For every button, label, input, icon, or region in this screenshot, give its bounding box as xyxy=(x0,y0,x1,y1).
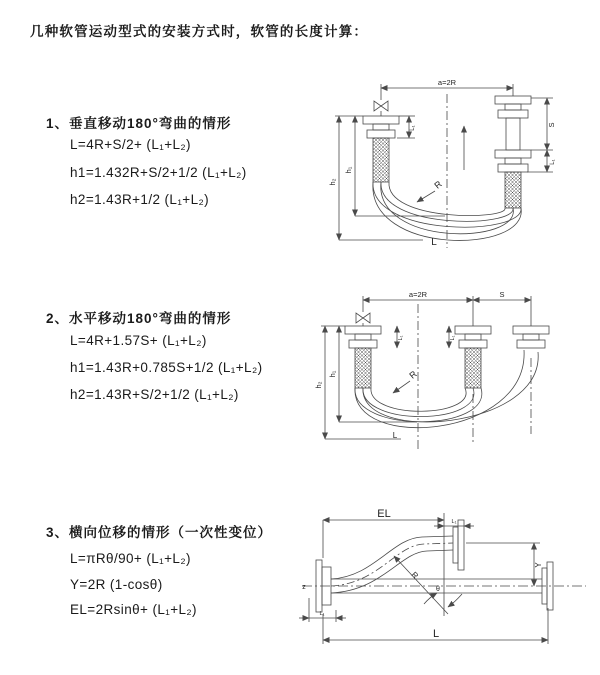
section-3-formula-el: EL=2Rsinθ+ (L₁+L₂) xyxy=(70,602,197,617)
braided-hose-left xyxy=(355,348,371,388)
dim-label-theta: θ xyxy=(436,586,440,593)
section-1-formula-l: L=4R+S/2+ (L₁+L₂) xyxy=(70,137,191,152)
valve-icon xyxy=(356,313,370,323)
dim-label-el: EL xyxy=(377,508,391,520)
radius-leader xyxy=(417,191,435,202)
drawing-lines xyxy=(335,84,553,248)
dim-label-r: R xyxy=(407,368,419,381)
section-3-formula-l: L=πRθ/90+ (L₁+L₂) xyxy=(70,551,191,566)
dim-label-h1: h₁ xyxy=(328,370,337,378)
dim-label-l1-left: L₁ xyxy=(398,335,404,341)
dim-label-h2: h₂ xyxy=(314,381,323,389)
section-1-heading: 1、垂直移动180°弯曲的情形 xyxy=(46,116,232,131)
braided-hose-right xyxy=(505,172,521,208)
dim-label-h2: h₂ xyxy=(328,178,337,186)
diagram-labels xyxy=(302,508,543,640)
radius-leader xyxy=(393,381,410,393)
drawing-lines xyxy=(321,296,549,450)
hose-bottom-wall xyxy=(331,550,453,593)
dim-label-l: L xyxy=(392,431,398,440)
radius-line xyxy=(394,556,448,614)
section-1-formula-h1: h1=1.432R+S/2+1/2 (L₁+L₂) xyxy=(70,165,247,180)
dim-label-s: S xyxy=(499,290,505,299)
dim-label-r: R xyxy=(409,570,420,581)
section-1-formula-h2: h2=1.43R+1/2 (L₁+L₂) xyxy=(70,192,210,207)
axis-mark-z: z xyxy=(302,584,306,591)
dim-label-l1-right: L₁ xyxy=(550,159,556,165)
section-3-formula-y: Y=2R (1-cosθ) xyxy=(70,577,163,592)
diagram-labels xyxy=(328,78,556,248)
dim-label-h1: h₁ xyxy=(344,166,353,174)
dim-label-y: Y xyxy=(534,562,543,568)
dim-label-l1-top: L₁ xyxy=(451,519,457,525)
dim-label-l1-left: L₁ xyxy=(410,125,416,131)
dim-label-span: a=2R xyxy=(408,290,428,299)
section-3-heading: 3、横向位移的情形（一次性变位） xyxy=(46,525,273,540)
section-2-formula-h1: h1=1.43R+0.785S+1/2 (L₁+L₂) xyxy=(70,360,263,375)
braided-hose-left xyxy=(373,138,389,182)
braided-hose-middle xyxy=(465,348,481,388)
valve-icon xyxy=(374,101,388,111)
section-2-formula-h2: h2=1.43R+S/2+1/2 (L₁+L₂) xyxy=(70,387,239,402)
dim-label-s: S xyxy=(547,122,556,128)
hose-top-wall xyxy=(331,536,453,579)
dim-label-l: L xyxy=(432,628,440,640)
vertical-bend-diagram xyxy=(313,70,598,255)
drawing-lines xyxy=(299,513,586,644)
dim-label-l: L xyxy=(431,237,437,248)
dim-label-l1-bottom: L₁ xyxy=(319,611,325,617)
horizontal-bend-diagram xyxy=(313,282,598,460)
section-2-formula-l: L=4R+1.57S+ (L₁+L₂) xyxy=(70,333,207,348)
dim-label-r: R xyxy=(432,178,444,191)
dim-label-span: a=2R xyxy=(437,78,457,87)
dim-label-l1-middle: L₁ xyxy=(450,335,456,341)
section-2-heading: 2、水平移动180°弯曲的情形 xyxy=(46,311,232,326)
page-title: 几种软管运动型式的安装方式时，软管的长度计算： xyxy=(30,24,369,39)
lateral-displacement-diagram xyxy=(296,498,596,660)
